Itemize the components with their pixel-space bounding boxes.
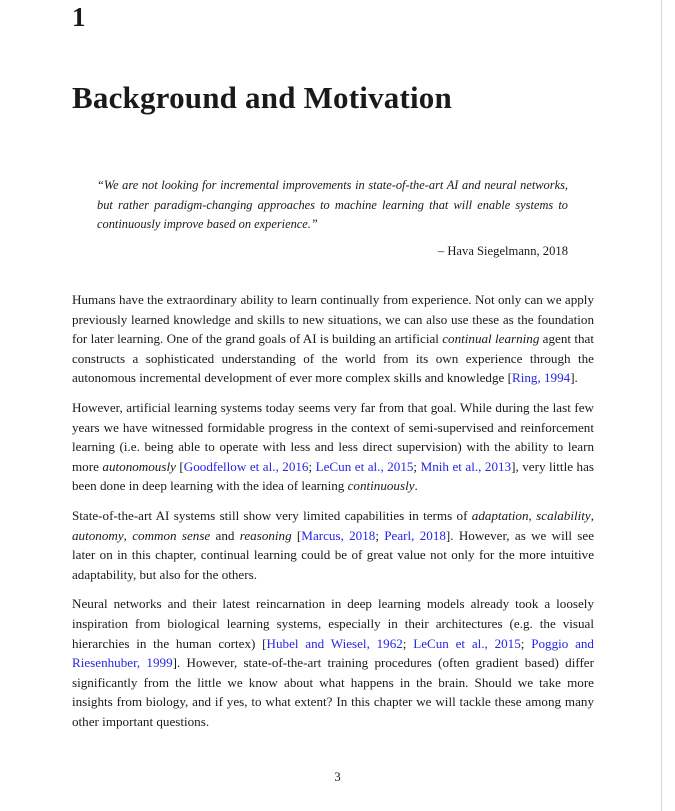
emphasis-text: reasoning bbox=[239, 527, 292, 543]
epigraph-attribution: – Hava Siegelmann, 2018 bbox=[437, 244, 568, 258]
emphasis-text: autonomy bbox=[72, 527, 124, 543]
emphasis-text: continual learning bbox=[442, 331, 540, 347]
citation-link[interactable]: Ring, 1994 bbox=[511, 370, 571, 386]
text-run: Humans have the extraordinary ability to learn continually from experience. Not only can we apply previously learned knowledge and skills to new situations, we can also use these as the foundation for later learning. One of the grand goals of AI is building an artificial bbox=[72, 292, 594, 347]
text-run: [ bbox=[175, 458, 184, 474]
text-run: ]. bbox=[570, 370, 578, 386]
paragraph bbox=[72, 594, 594, 731]
paragraph bbox=[72, 506, 594, 584]
paragraph bbox=[72, 398, 594, 496]
text-run: ], very little has been done in deep learning with the idea of learning bbox=[72, 458, 594, 494]
body-text bbox=[72, 290, 594, 741]
chapter-title: Background and Motivation bbox=[72, 80, 452, 115]
text-run: ; bbox=[402, 635, 414, 651]
citation-link[interactable]: Marcus, 2018 bbox=[301, 527, 376, 543]
text-run: Neural networks and their latest reincarnation in deep learning models already took a loosely inspiration from biological learning systems, especially in their architectures (e.g. the visual hierarchies in the human cortex) [ bbox=[72, 596, 594, 651]
page-number: 3 bbox=[334, 770, 341, 784]
text-run: However, artificial learning systems today seems very far from that goal. While during the last few years we have witnessed formidable progress in the context of semi-supervised and reinforcement learning (i.e. being able to operate with less and less direct supervision) with the ability to learn more bbox=[72, 399, 594, 474]
emphasis-text: common sense bbox=[132, 527, 211, 543]
citation-link[interactable]: Hubel and Wiesel, 1962 bbox=[266, 635, 403, 651]
paragraph bbox=[72, 290, 594, 388]
text-run: ; bbox=[413, 458, 421, 474]
citation-link[interactable]: Goodfellow et al., 2016 bbox=[183, 458, 309, 474]
text-run: ; bbox=[375, 527, 385, 543]
text-run: ]. However, as we will see later on in this chapter, continual learning could be of great value not only for the more intuitive adaptability, but also for the others. bbox=[72, 527, 595, 582]
text-run: , bbox=[590, 507, 594, 523]
citation-link[interactable]: LeCun et al., 2015 bbox=[413, 635, 521, 651]
emphasis-text: autonomously bbox=[102, 458, 176, 474]
text-run: and bbox=[210, 527, 240, 543]
emphasis-text: adaptation bbox=[471, 507, 529, 523]
epigraph-quote: “We are not looking for incremental improvements in state-of-the-art AI and neural networks, but rather paradigm-changing approaches to machine learning that will enable systems to continuously improve based on experience.” bbox=[97, 178, 568, 231]
citation-link[interactable]: Poggio and Riesenhuber, 1999 bbox=[72, 635, 594, 671]
emphasis-text: scalability bbox=[536, 507, 591, 523]
page-edge bbox=[661, 0, 662, 811]
text-run: . bbox=[414, 478, 418, 494]
text-run: , bbox=[123, 527, 133, 543]
text-run: ; bbox=[308, 458, 316, 474]
emphasis-text: continuously bbox=[347, 478, 415, 494]
citation-link[interactable]: LeCun et al., 2015 bbox=[315, 458, 414, 474]
text-run: State-of-the-art AI systems still show very limited capabilities in terms of bbox=[72, 507, 472, 523]
text-run: [ bbox=[291, 527, 302, 543]
chapter-number: 1 bbox=[72, 2, 86, 32]
text-run: ]. However, state-of-the-art training procedures (often gradient based) differ significantly from the little we know about what happens in the brain. Should we take more insights from biology, and if yes, to what extent? In this chapter we will tackle these among many other important questions. bbox=[72, 655, 594, 729]
text-run: , bbox=[528, 507, 537, 523]
text-run: ; bbox=[520, 635, 532, 651]
text-run: agent that constructs a sophisticated understanding of the world from its own experience through the autonomous incremental development of ever more complex skills and knowledge [ bbox=[72, 331, 594, 386]
citation-link[interactable]: Mnih et al., 2013 bbox=[420, 458, 512, 474]
citation-link[interactable]: Pearl, 2018 bbox=[384, 527, 446, 543]
